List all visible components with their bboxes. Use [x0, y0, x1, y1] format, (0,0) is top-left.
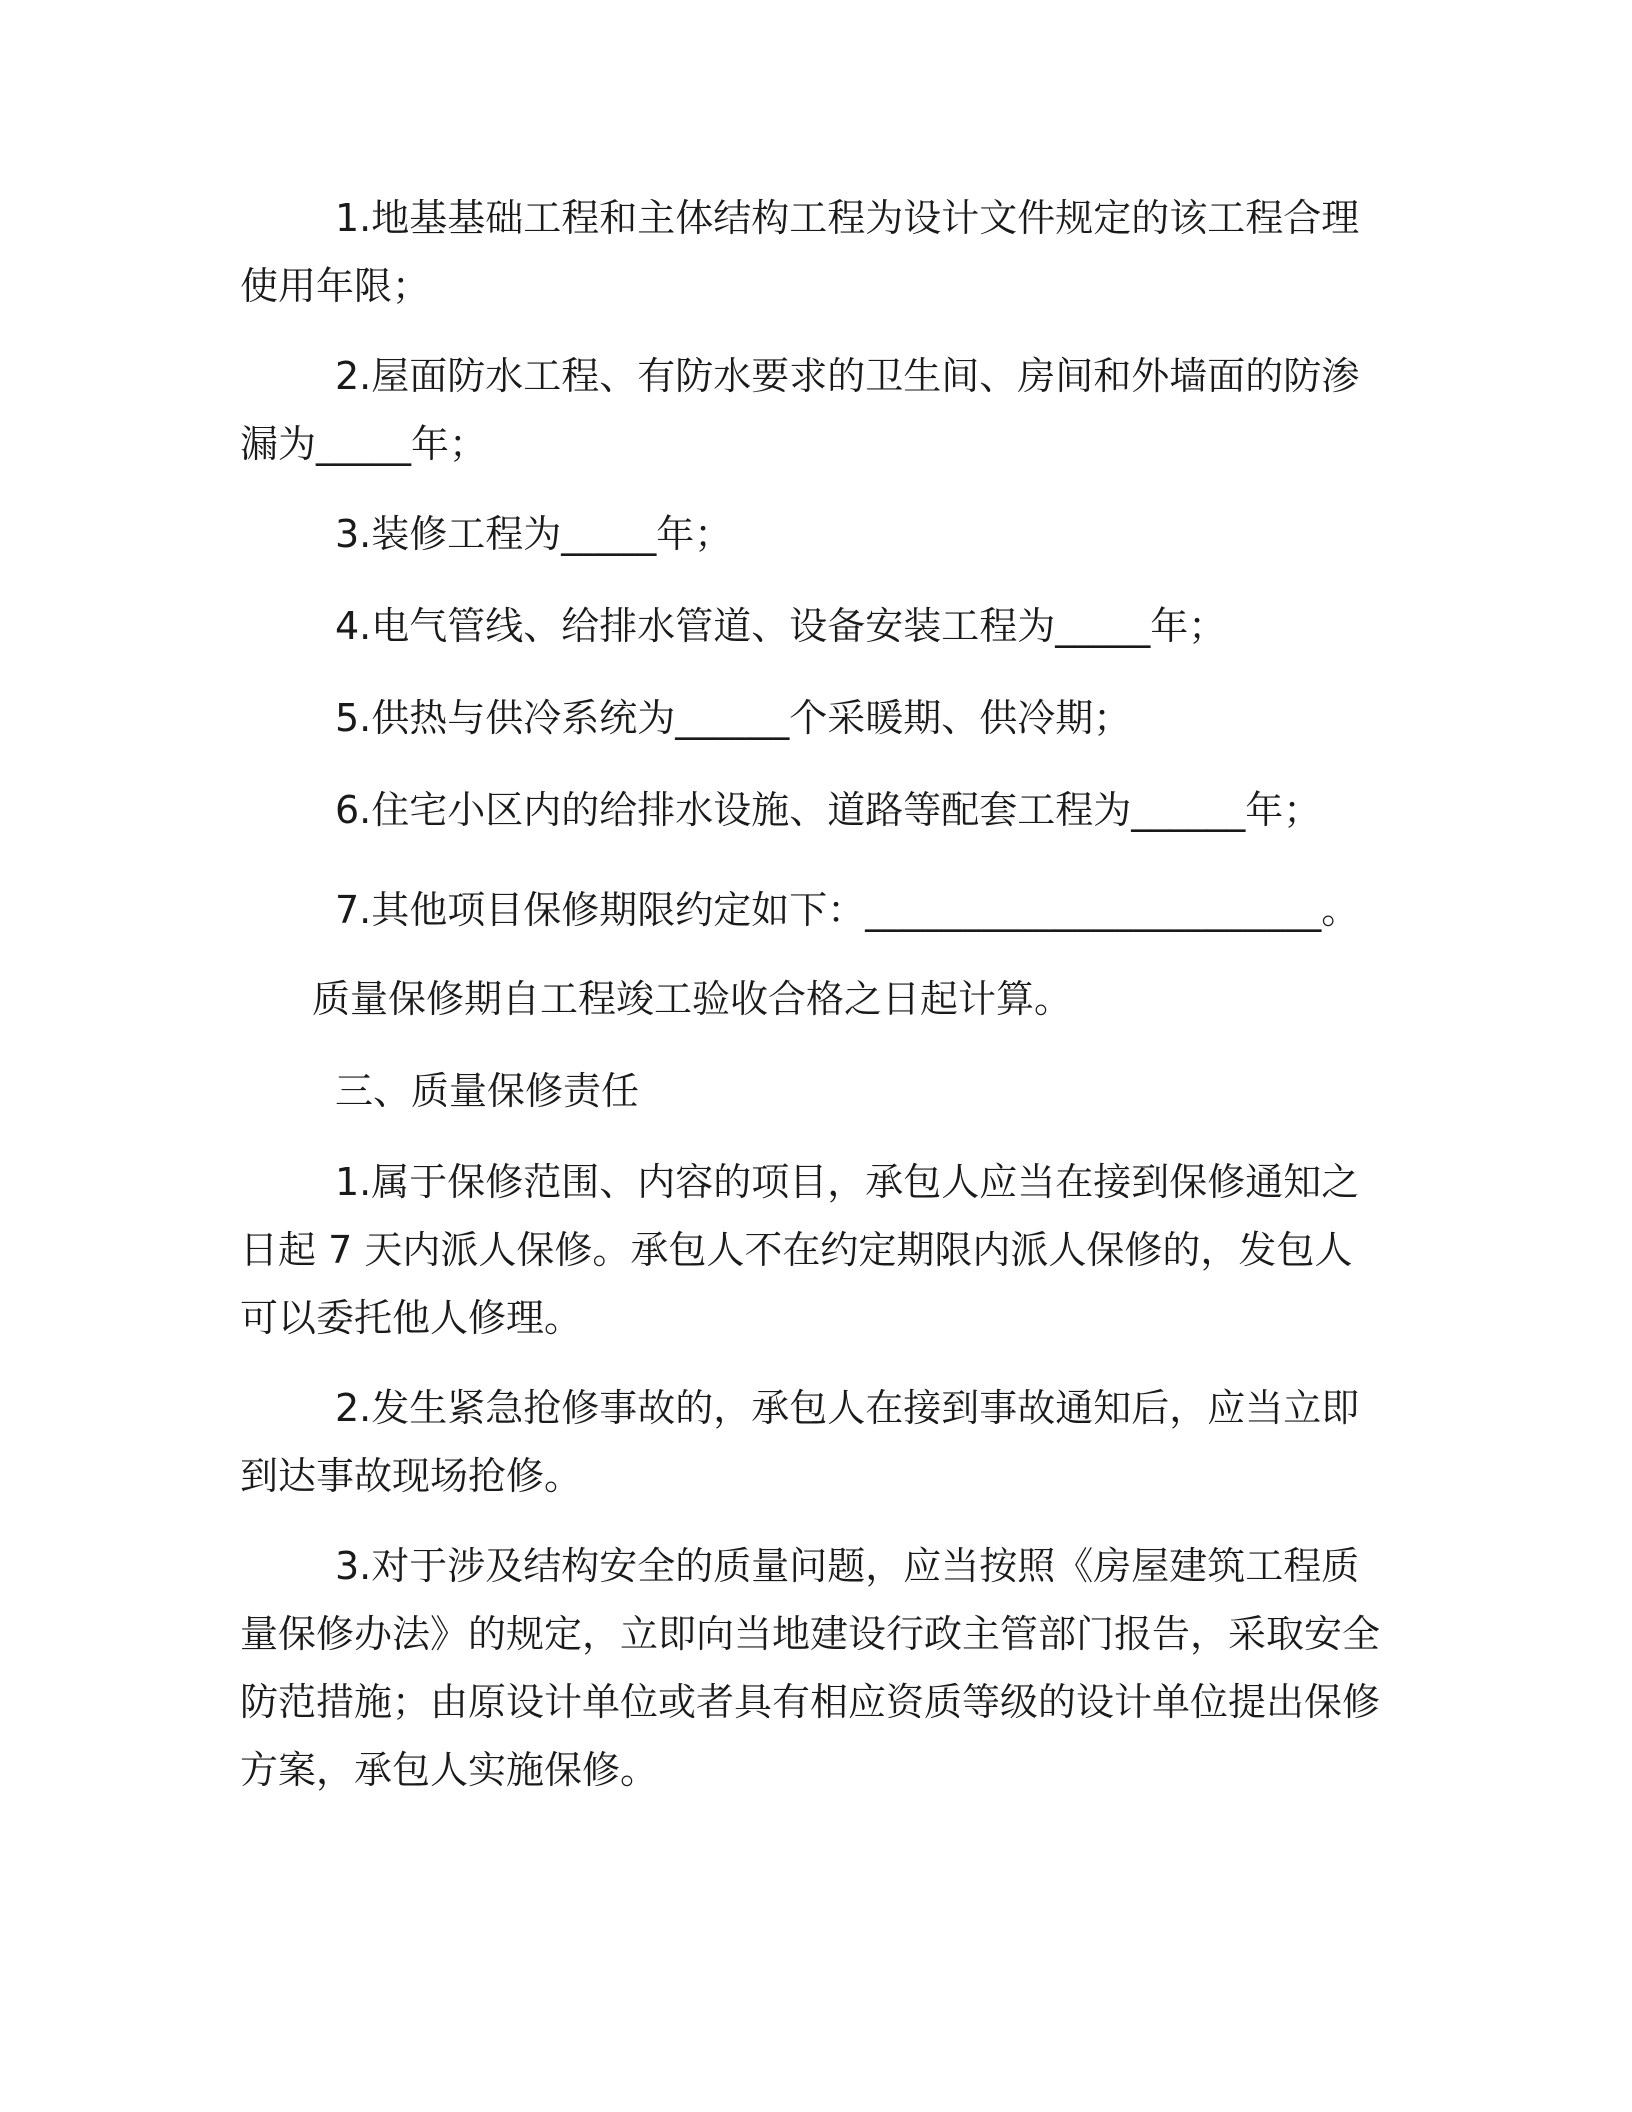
responsibility-item-2: 2.发生紧急抢修事故的，承包人在接到事故通知后，应当立即到达事故现场抢修。 — [240, 1386, 1360, 1498]
warranty-item-7: 7.其他项目保修期限约定如下：________________________。 — [335, 888, 1360, 932]
warranty-item-5: 5.供热与供冷系统为______个采暖期、供冷期； — [335, 696, 1132, 740]
warranty-period-start-note: 质量保修期自工程竣工验收合格之日起计算。 — [312, 977, 1073, 1021]
warranty-item-6: 6.住宅小区内的给排水设施、道路等配套工程为______年； — [335, 788, 1322, 832]
warranty-item-4: 4.电气管线、给排水管道、设备安装工程为_____年； — [335, 604, 1227, 648]
warranty-item-3: 3.装修工程为_____年； — [335, 512, 733, 556]
section-heading-warranty-responsibility: 三、质量保修责任 — [335, 1069, 640, 1113]
warranty-item-1: 1.地基基础工程和主体结构工程为设计文件规定的该工程合理使用年限； — [240, 196, 1360, 308]
responsibility-item-1: 1.属于保修范围、内容的项目，承包人应当在接到保修通知之日起 7 天内派人保修。承包人不在约定期限内派人保修的，发包人可以委托他人修理。 — [240, 1160, 1360, 1340]
responsibility-item-3: 3.对于涉及结构安全的质量问题，应当按照《房屋建筑工程质量保修办法》的规定，立即向当地建设行政主管部门报告，采取安全防范措施；由原设计单位或者具有相应资质等级的设计单位提出保修方案，承包人实施保修。 — [240, 1544, 1381, 1792]
warranty-item-2: 2.屋面防水工程、有防水要求的卫生间、房间和外墙面的防渗漏为_____年； — [240, 354, 1360, 466]
